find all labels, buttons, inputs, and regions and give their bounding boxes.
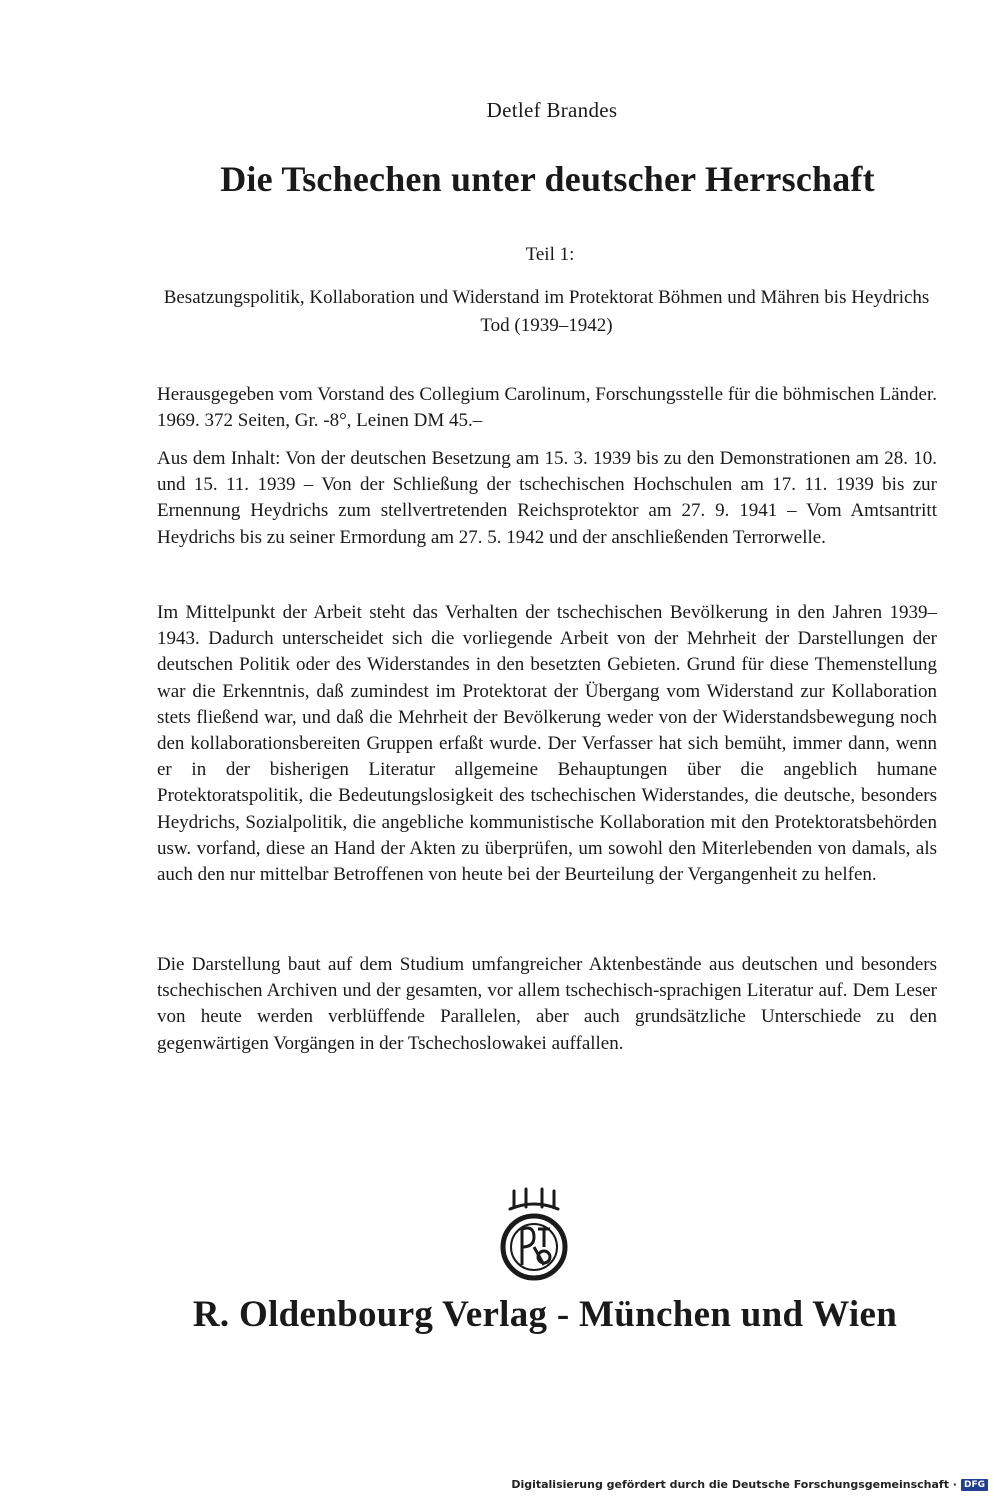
focus-paragraph: Im Mittelpunkt der Arbeit steht das Verhalten der tschechischen Bevölkerung in den Jahren 1939–1943. Dadurch unterscheidet sich die vorliegende Arbeit von der Mehrheit der Darstellungen der deutschen Politik oder des Widerstandes in den besetzten Gebieten. Grund für diese Themenstellung war die Erkenntnis, daß zumindest im Protektorat der Übergang vom Widerstand zur Kollaboration stets fließend war, und daß die Mehrheit der Bevölkerung weder von der Widerstandsbewegung noch den kollaborationsbereiten Gruppen erfaßt wurde. Der Verfasser hat sich bemüht, immer dann, wenn er in der bisherigen Literatur allgemeine Behauptungen über die angeblich humane Protektoratspolitik, die Bedeutungslosigkeit des tschechischen Widerstandes, die deutsche, besonders Heydrichs, Sozialpolitik, die angebliche kommunistische Kollaboration mit den Protektoratsbehörden usw. vorfand, diese an Hand der Akten zu überprüfen, um sowohl den Miterlebenden von damals, als auch den nur mittelbar Betroffenen von heute bei der Beurteilung der Vergangenheit zu helfen. [157,602,937,886]
editor-paragraph: Herausgegeben vom Vorstand des Collegium Carolinum, Forschungsstelle für die böhmischen Länder. 1969. 372 Seiten, Gr. -8°, Leinen DM 45.– [157,384,937,432]
publisher-name: R. Oldenbourg Verlag - München und Wien [192,1294,898,1335]
digitization-footer [511,1478,988,1491]
part-label: Teil 1: [525,244,575,265]
book-title: Die Tschechen unter deutscher Herrschaft [220,159,875,199]
basis-paragraph: Die Darstellung baut auf dem Studium umfangreicher Aktenbestände aus deutschen und besonders tschechischen Archiven und der gesamten, vor allem tschechisch-sprachigen Literatur auf. Dem Leser von heute werden verblüffende Parallelen, aber auch grundsätzliche Unterschiede zu den gegenwärtigen Vorgängen in der Tschechoslowakei auffallen. [157,954,937,1054]
contents-paragraph: Aus dem Inhalt: Von der deutschen Besetzung am 15. 3. 1939 bis zu den Demonstrationen am 28. 10. und 15. 11. 1939 – Von der Schließung der tschechischen Hochschulen am 17. 11. 1939 bis zur Ernennung Heydrichs zum stellvertretenden Reichsprotektor am 27. 9. 1941 – Vom Amtsantritt Heydrichs bis zu seiner Ermordung am 27. 5. 1942 und der anschließenden Terrorwelle. [157,448,937,548]
footer-note: Digitalisierung gefördert durch die Deutsche Forschungsgemeinschaft · [511,1478,957,1491]
publisher-logo-icon [498,1185,570,1285]
author-name: Detlef Brandes [486,98,618,122]
book-subtitle: Besatzungspolitik, Kollaboration und Widerstand im Protektorat Böhmen und Mähren bis Heydrichs Tod (1939–1942) [163,287,930,336]
dfg-badge: DFG [961,1479,988,1491]
